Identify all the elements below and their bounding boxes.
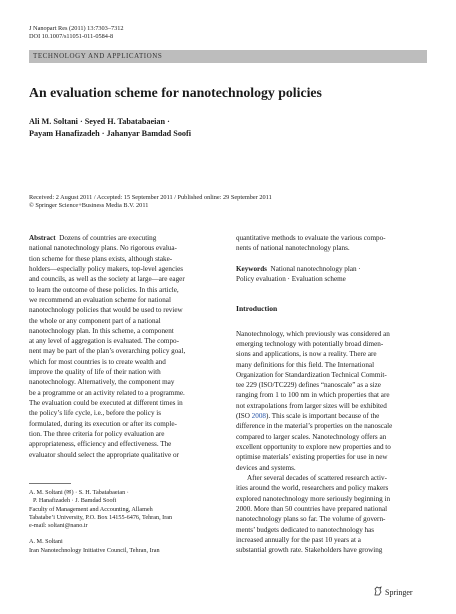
footnote-authors-line: A. M. Soltani (✉) · S. H. Tabatabaeian · [29, 489, 129, 496]
citation-link[interactable]: 2008 [251, 412, 266, 421]
email-line[interactable]: e-mail: soltani@nano.ir [29, 522, 88, 530]
section-banner [29, 50, 427, 63]
section-banner-label: TECHNOLOGY AND APPLICATIONS [33, 52, 163, 60]
affiliation-line: Faculty of Management and Accounting, Allameh [29, 505, 153, 513]
journal-line: J Nanopart Res (2011) 13:7303–7312 [29, 25, 124, 32]
springer-horse-icon [373, 586, 383, 596]
introduction-heading: Introduction [236, 304, 278, 314]
dates-line: Received: 2 August 2011 / Accepted: 15 September 2011 / Published online: 29 September 2011 [29, 194, 272, 201]
keywords: Keywords National nanotechnology plan · [236, 264, 361, 273]
article-title: An evaluation scheme for nanotechnology policies [29, 85, 322, 100]
doi-line: DOI 10.1007/s11051-011-0584-8 [29, 33, 114, 41]
abstract-continuation: quantitative methods to evaluate the various compo- [236, 234, 386, 242]
author-line: Ali M. Soltani · Seyed H. Tabatabaeian · [29, 117, 170, 126]
publisher-mark [373, 586, 413, 597]
footnote-authors-line: P. Hanafizadeh · J. Bamdad Soofi [33, 497, 117, 505]
author-list [29, 116, 191, 139]
abstract-label: Abstract [29, 234, 56, 242]
journal-citation [29, 25, 124, 42]
keywords-label: Keywords [236, 264, 267, 273]
second-author: A. M. Soltani [29, 538, 63, 546]
right-column: quantitative methods to evaluate the various compo- nents of national nanotechnology plans. Keywords National nanotechnology plan · Policy evaluation · Evaluation scheme Introduction Nanotechnology, which previously was considered an emerging technology with potentially broad dimen- sions and applications, is now a reality. There are many definitions for this field. The International Organization for Standardization Technical Commit- tee 229 (ISO/TC229) defines “nanoscale” as a size ranging from 1 to 100 nm in which properties that are not extrapolations from larger sizes will be exhibited (ISO 2008). This scale is important because of the difference in the material’s properties on the nanoscale compared to larger scales. Nanotechnology offers an excellent opportunity to explore new properties and to optimise materials’ existing properties for use in new devices and systems. After several decades of scattered research activ- ities around the world, researchers and policy makers explored nanotechnology more seriously beginning in 2000. More than 50 countries have prepared national nanotechnology plans so far. The volume of govern- ments’ budgets dedicated to nanotechnology has increased annually for the past 10 years at a substantial growth rate. Stakeholders have growing [236, 233, 426, 555]
abstract: Abstract Dozens of countries are executing national nanotechnology plans. No rigorous evalua- tion scheme for these plans exists, although stake- holders—especially policy makers, top-level agencies and councils, as well as the society at large—are eager to learn the outcome of these policies. In this article, we recommend an evaluation scheme for national nanotechnology policies that would be used to review the whole or any component part of a national nanotechnology plan. In this scheme, a component at any level of aggregation is evaluated. The compo- nent may be part of the plan’s overarching policy goal, which for most countries is to create wealth and improve the quality of life of their nation with nanotechnology. Alternatively, the component may be a programme or an activity related to a programme. The evaluation could be executed at different times in the policy’s life cycle, i.e., before the policy is formulated, during its execution or after its comple- tion. The three criteria for policy evaluation are appropriateness, efficiency and effectiveness. The evaluator should select the appropriate qualitative or [29, 234, 186, 459]
publisher-name: Springer [385, 588, 413, 597]
history-block [29, 194, 272, 211]
second-affiliation: Iran Nanotechnology Initiative Council, Tehran, Iran [29, 546, 160, 554]
footnote-rule [29, 483, 71, 484]
author-footnote [29, 489, 221, 555]
author-line: Payam Hanafizadeh · Jahanyar Bamdad Soofi [29, 128, 192, 138]
copyright-line: © Springer Science+Business Media B.V. 2011 [29, 202, 149, 210]
citation-line: (ISO 2008). This scale is important because of the [236, 412, 380, 421]
affiliation-line: Tabatabe’i University, P.O. Box 14155-6476, Tehran, Iran [29, 513, 173, 521]
